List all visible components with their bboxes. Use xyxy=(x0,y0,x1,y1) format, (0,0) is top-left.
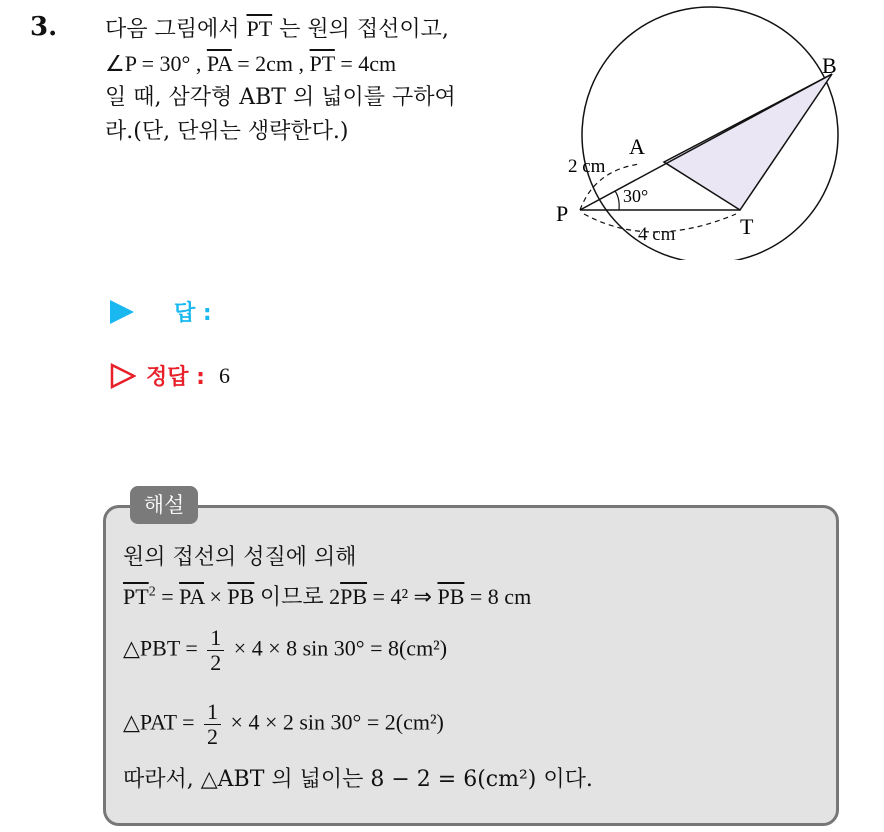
problem-line-2: ∠P = 30° , $\overline{PA} = 2cm$ , $\overline{PT} = 4cm$ xyxy=(105,51,397,76)
answer-row xyxy=(110,296,212,327)
play-outline-icon xyxy=(110,363,136,389)
label-b: B xyxy=(822,53,837,78)
explanation-line-4: △PAT = $\frac{1}{2}$ × 4 × 2 sin 30° = 2(cm²) xyxy=(123,699,444,749)
explanation-line-3: △PBT = $\frac{1}{2}$ × 4 × 8 sin 30° = 8(cm²) xyxy=(123,625,448,675)
triangle-abt xyxy=(664,74,832,210)
correct-answer-row xyxy=(110,360,230,391)
label-angle: 30° xyxy=(623,186,649,206)
label-a: A xyxy=(629,134,645,159)
problem-line-1: 다음 그림에서 $\overline{PT}$ 는 원의 접선이고, xyxy=(105,16,449,42)
label-t: T xyxy=(740,214,754,239)
problem-line-4: 라.(단, 단위는 생략한다.) xyxy=(105,119,349,144)
segment-pa: $\overline{PA}$ xyxy=(206,51,232,76)
problem-text xyxy=(105,12,545,149)
fraction-half-2: $\frac{1}{2}$ xyxy=(204,700,221,749)
circle xyxy=(582,7,838,260)
answer-label: 답 : xyxy=(174,301,212,326)
correct-answer-label: 정답 : xyxy=(146,365,205,390)
explanation-line-2: $\overline{PT}^2 = \overline{PA} \times \overline{PB}$ 이므로 $2\overline{PB} = 4^2$ ⇒ $\overline{PB} = 8$ cm xyxy=(123,584,532,609)
explanation-line-1: 원의 접선의 성질에 의해 xyxy=(123,545,357,570)
segment-pt: $\overline{PT}$ xyxy=(246,16,273,41)
secant-pb xyxy=(580,74,832,210)
explanation-line-5: 따라서, △ABT 의 넓이는 8 − 2 = 6(cm²) 이다. xyxy=(123,767,593,792)
explanation-tag: 해설 xyxy=(130,486,198,524)
problem-line-3: 일 때, 삼각형 ABT 의 넓이를 구하여 xyxy=(105,85,456,110)
segment-pt-2: $\overline{PT}$ xyxy=(309,51,335,76)
fraction-half: $\frac{1}{2}$ xyxy=(207,626,224,675)
angle-arc xyxy=(615,191,619,210)
label-pt-length: 4 cm xyxy=(638,224,676,245)
label-pa-length: 2 cm xyxy=(568,156,606,177)
problem-number: 3. xyxy=(30,12,58,42)
geometry-figure xyxy=(540,0,880,260)
label-p: P xyxy=(556,201,569,226)
correct-answer-value: 6 xyxy=(218,362,230,388)
play-icon xyxy=(110,300,134,324)
